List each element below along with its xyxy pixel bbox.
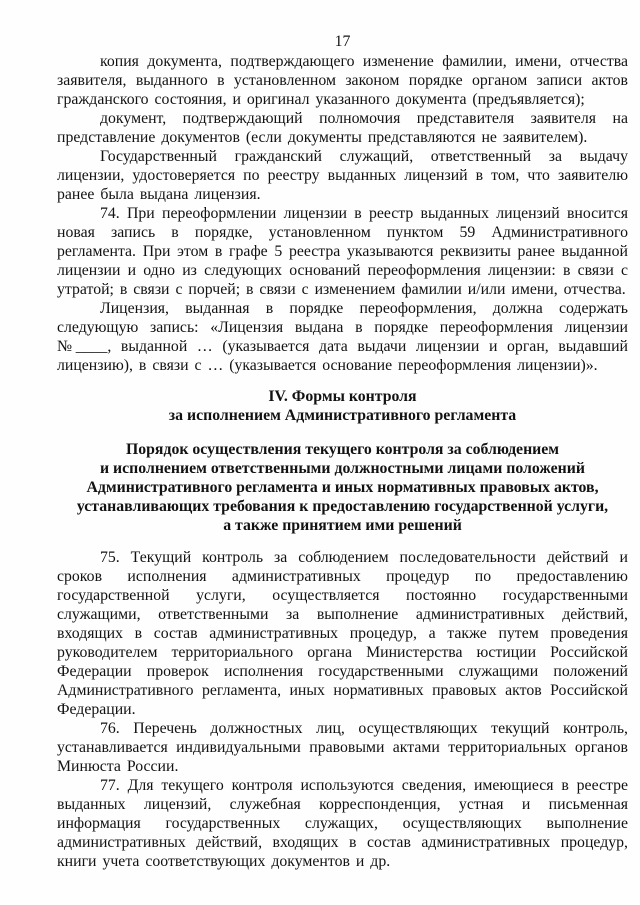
section-heading-forms-of-control — [57, 387, 628, 425]
section-heading-line-1: IV. Формы контроля — [268, 388, 417, 405]
paragraph-civil-servant: Государственный гражданский служащий, ответственный за выдачу лицензии, удостоверяется по реестру выданных лицензий в том, что заявителю ранее была выдана лицензия. — [57, 148, 628, 203]
paragraph-item-74: 74. При переоформлении лицензии в реестр выданных лицензий вносится новая запись в порядке, установленном пунктом 59 Административного регламента. При этом в графе 5 реестра указываются реквизиты ранее выданной лицензии и одно из следующих оснований переоформления лицензии: в связи с утратой; в связи с порчей; в связи с изменением фамилии и/или имени, отчества. — [57, 205, 628, 298]
subsection-heading-line-5: а также принятием ими решений — [223, 517, 462, 534]
subsection-heading-line-2: и исполнением ответственными должностными лицами положений — [100, 460, 585, 477]
section-heading-line-2: за исполнением Административного регламента — [168, 407, 517, 424]
paragraph-license-record: Лицензия, выданная в порядке переоформления, должна содержать следующую запись: «Лицензия выдана в порядке переоформления лицензии №____, выданной … (указывается дата выдачи лицензии и орган, выдавший лицензию), в связи с … (указывается основание переоформления лицензии)». — [57, 300, 628, 374]
paragraph-authority-document: документ, подтверждающий полномочия представителя заявителя на представление документов (если документы представляются не заявителем). — [57, 110, 628, 146]
subsection-heading-current-control-procedure — [57, 440, 628, 535]
subsection-heading-line-3: Административного регламента и иных нормативных правовых актов, — [86, 479, 599, 496]
paragraph-item-75: 75. Текущий контроль за соблюдением последовательности действий и сроков исполнения административных процедур по предоставлению государственной услуги, осуществляется постоянно государственными служащими, ответственными за выполнение административных действий, входящих в состав административных процедур, а также путем проведения руководителем территориального органа Министерства юстиции Российской Федерации проверок исполнения государственными служащими положений Административного регламента, иных нормативных правовых актов Российской Федерации. — [57, 549, 628, 718]
paragraph-item-77: 77. Для текущего контроля используются сведения, имеющиеся в реестре выданных лицензий, служебная корреспонденция, устная и письменная информация государственных служащих, осуществляющих выполнение административных действий, входящих в состав административных процедур, книги учета соответствующих документов и др. — [57, 777, 628, 870]
paragraph-copy-of-document: копия документа, подтверждающего изменение фамилии, имени, отчества заявителя, выданного в установленном законом порядке органом записи актов гражданского состояния, и оригинал указанного документа (предъявляется); — [57, 53, 628, 108]
paragraph-item-76: 76. Перечень должностных лиц, осуществляющих текущий контроль, устанавливается индивидуальными правовыми актами территориальных органов Минюста России. — [57, 720, 628, 775]
subsection-heading-line-1: Порядок осуществления текущего контроля за соблюдением — [125, 441, 560, 458]
subsection-heading-line-4: устанавливающих требования к предоставлению государственной услуги, — [76, 498, 609, 515]
page-number: 17 — [334, 33, 351, 50]
